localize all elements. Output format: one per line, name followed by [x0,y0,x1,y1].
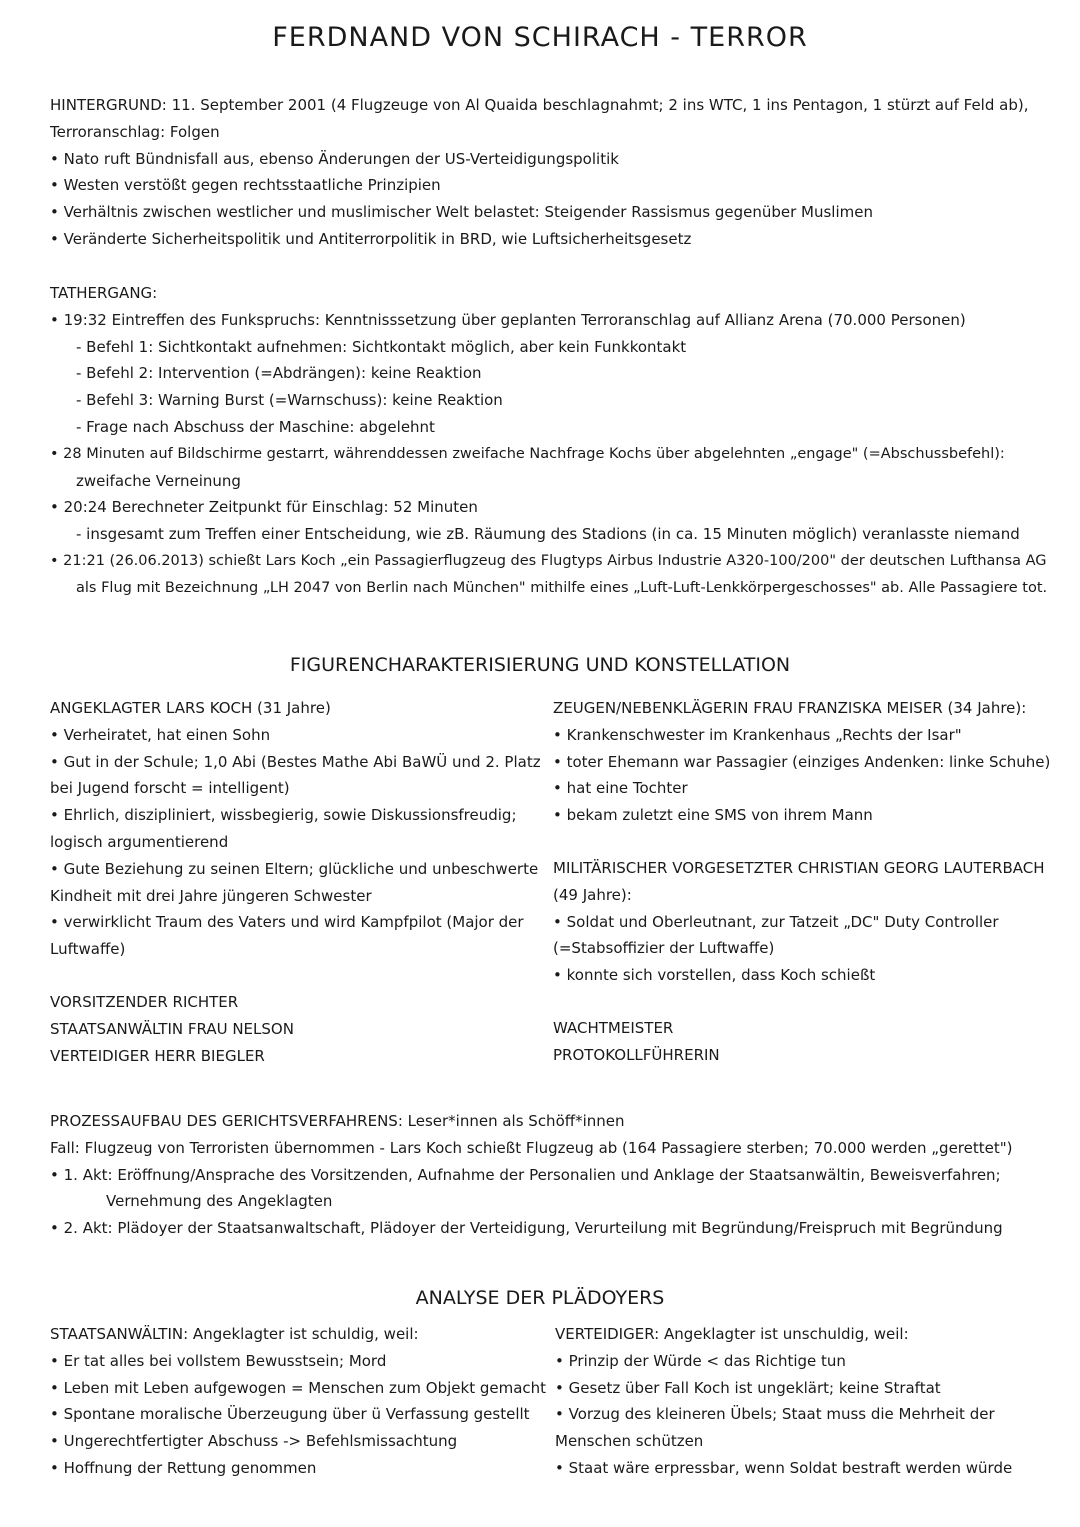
background-line: Terroranschlag: Folgen [50,122,220,141]
figure-heading: ANGEKLAGTER LARS KOCH (31 Jahre) [50,699,331,717]
list-item: • 21:21 (26.06.2013) schießt Lars Koch „ein Passagierflugzeug des Flugtyps Airbus Industrie A320-100/200" der deutschen Lufthansa AG [50,552,1047,569]
list-item: • Ehrlich, diszipliniert, wissbegierig, sowie Diskussionsfreudig; [50,806,517,825]
list-item: • 28 Minuten auf Bildschirme gestarrt, währenddessen zweifache Nachfrage Kochs über abgelehnten „engage" (=Abschussbefehl): [50,445,1005,462]
list-subitem: - insgesamt zum Treffen einer Entscheidung, wie zB. Räumung des Stadions (in ca. 15 Minuten möglich) veranlasste niemand [76,525,1020,544]
figures-right-roles [553,1015,1053,1069]
background-line: HINTERGRUND: 11. September 2001 (4 Flugzeuge von Al Quaida beschlagnahmt; 2 ins WTC, 1 ins Pentagon, 1 stürzt auf Feld ab), [50,96,1029,114]
list-item: • Vorzug des kleineren Übels; Staat muss die Mehrheit der [555,1405,995,1424]
list-item: • Er tat alles bei vollstem Bewusstsein; Mord [50,1351,387,1370]
list-continuation: Vernehmung des Angeklagten [106,1192,333,1211]
list-item: • Soldat und Oberleutnant, zur Tatzeit „DC" Duty Controller [553,912,999,931]
figures-right-mid [553,855,1053,989]
list-continuation: als Flug mit Bezeichnung „LH 2047 von Berlin nach München" mithilfe eines „Luft-Luft-Lenkkörpergeschosses" ab. Alle Passagiere tot. [76,579,1048,596]
list-continuation: bei Jugend forscht = intelligent) [50,779,290,798]
role-name: VORSITZENDER RICHTER [50,993,239,1011]
list-item: • Hoffnung der Rettung genommen [50,1458,317,1477]
figure-heading: ZEUGEN/NEBENKLÄGERIN FRAU FRANZISKA MEISER (34 Jahre): [553,699,1027,717]
figures-left-roles [50,989,540,1069]
list-subitem: - Frage nach Abschuss der Maschine: abgelehnt [76,417,435,436]
list-item: • Spontane moralische Überzeugung über ü Verfassung gestellt [50,1405,530,1424]
list-continuation: logisch argumentierend [50,832,229,851]
list-subitem: - Befehl 2: Intervention (=Abdrängen): keine Reaktion [76,364,482,383]
list-item: • Verhältnis zwischen westlicher und muslimischer Welt belastet: Steigender Rassismus gegenüber Muslimen [50,203,873,222]
section-heading: PROZESSAUFBAU DES GERICHTSVERFAHRENS: Leser*innen als Schöff*innen [50,1112,625,1130]
list-item: • 2. Akt: Plädoyer der Staatsanwaltschaft, Plädoyer der Verteidigung, Verurteilung mit Begründung/Freispruch mit Begründung [50,1219,1003,1238]
plea-heading: VERTEIDIGER: Angeklagter ist unschuldig, weil: [555,1325,909,1343]
list-item: • Gesetz über Fall Koch ist ungeklärt; keine Straftat [555,1378,941,1397]
list-item: • toter Ehemann war Passagier (einziges Andenken: linke Schuhe) [553,752,1051,771]
analysis-heading: ANALYSE DER PLÄDOYERS [415,1287,665,1309]
figures-right-column [553,695,1053,829]
list-subitem: - Befehl 1: Sichtkontakt aufnehmen: Sichtkontakt möglich, aber kein Funkkontakt [76,337,687,356]
figures-left-column [50,695,540,963]
analysis-left-column [50,1321,547,1482]
list-item: • Leben mit Leben aufgewogen = Menschen zum Objekt gemacht [50,1378,547,1397]
plea-heading: STAATSANWÄLTIN: Angeklagter ist schuldig, weil: [50,1325,419,1343]
list-item: • Veränderte Sicherheitspolitik und Antiterrorpolitik in BRD, wie Luftsicherheitsgesetz [50,229,692,248]
list-item: • verwirklicht Traum des Vaters und wird Kampfpilot (Major der [50,913,524,932]
list-item: • Krankenschwester im Krankenhaus „Rechts der Isar" [553,725,962,744]
list-item: • hat eine Tochter [553,779,688,798]
list-item: • 1. Akt: Eröffnung/Ansprache des Vorsitzenden, Aufnahme der Personalien und Anklage der Staatsanwältin, Beweisverfahren; [50,1165,1001,1184]
list-item: • Staat wäre erpressbar, wenn Soldat bestraft werden würde [555,1458,1013,1477]
list-subitem: - Befehl 3: Warning Burst (=Warnschuss): keine Reaktion [76,391,503,410]
analysis-right-column [555,1321,1055,1482]
list-item: • 19:32 Eintreffen des Funkspruchs: Kenntnisssetzung über geplanten Terroranschlag auf Allianz Arena (70.000 Personen) [50,310,966,329]
section-heading: TATHERGANG: [50,284,158,302]
background-section [50,92,1050,253]
list-item: • 20:24 Berechneter Zeitpunkt für Einschlag: 52 Minuten [50,498,478,517]
list-item: • Nato ruft Bündnisfall aus, ebenso Änderungen der US-Verteidigungspolitik [50,149,619,168]
list-item: • konnte sich vorstellen, dass Koch schießt [553,966,876,985]
list-continuation: Luftwaffe) [50,940,126,959]
process-line: Fall: Flugzeug von Terroristen übernommen - Lars Koch schießt Flugzeug ab (164 Passagiere sterben; 70.000 werden „gerettet") [50,1138,1013,1157]
list-item: • Prinzip der Würde < das Richtige tun [555,1351,846,1370]
list-continuation: zweifache Verneinung [76,471,241,490]
list-continuation: (49 Jahre): [553,885,632,904]
list-continuation: Menschen schützen [555,1432,704,1451]
figure-heading: MILITÄRISCHER VORGESETZTER CHRISTIAN GEORG LAUTERBACH [553,859,1045,877]
list-item: • Gut in der Schule; 1,0 Abi (Bestes Mathe Abi BaWÜ und 2. Platz [50,752,541,771]
role-name: STAATSANWÄLTIN FRAU NELSON [50,1019,294,1038]
list-item: • bekam zuletzt eine SMS von ihrem Mann [553,806,873,825]
role-name: VERTEIDIGER HERR BIEGLER [50,1046,265,1065]
list-item: • Verheiratet, hat einen Sohn [50,725,271,744]
list-continuation: (=Stabsoffizier der Luftwaffe) [553,939,775,958]
tathergang-section [50,280,1060,602]
process-section [50,1108,1060,1242]
role-name: PROTOKOLLFÜHRERIN [553,1045,720,1064]
list-continuation: Kindheit mit drei Jahre jüngeren Schwester [50,886,372,905]
list-item: • Westen verstößt gegen rechtsstaatliche Prinzipien [50,176,441,195]
document-title: FERDNAND VON SCHIRACH - TERROR [272,22,808,53]
list-item: • Ungerechtfertigter Abschuss -> Befehlsmissachtung [50,1432,458,1451]
figures-heading: FIGURENCHARAKTERISIERUNG UND KONSTELLATION [289,654,791,676]
role-name: WACHTMEISTER [553,1019,674,1037]
list-item: • Gute Beziehung zu seinen Eltern; glückliche und unbeschwerte [50,859,539,878]
